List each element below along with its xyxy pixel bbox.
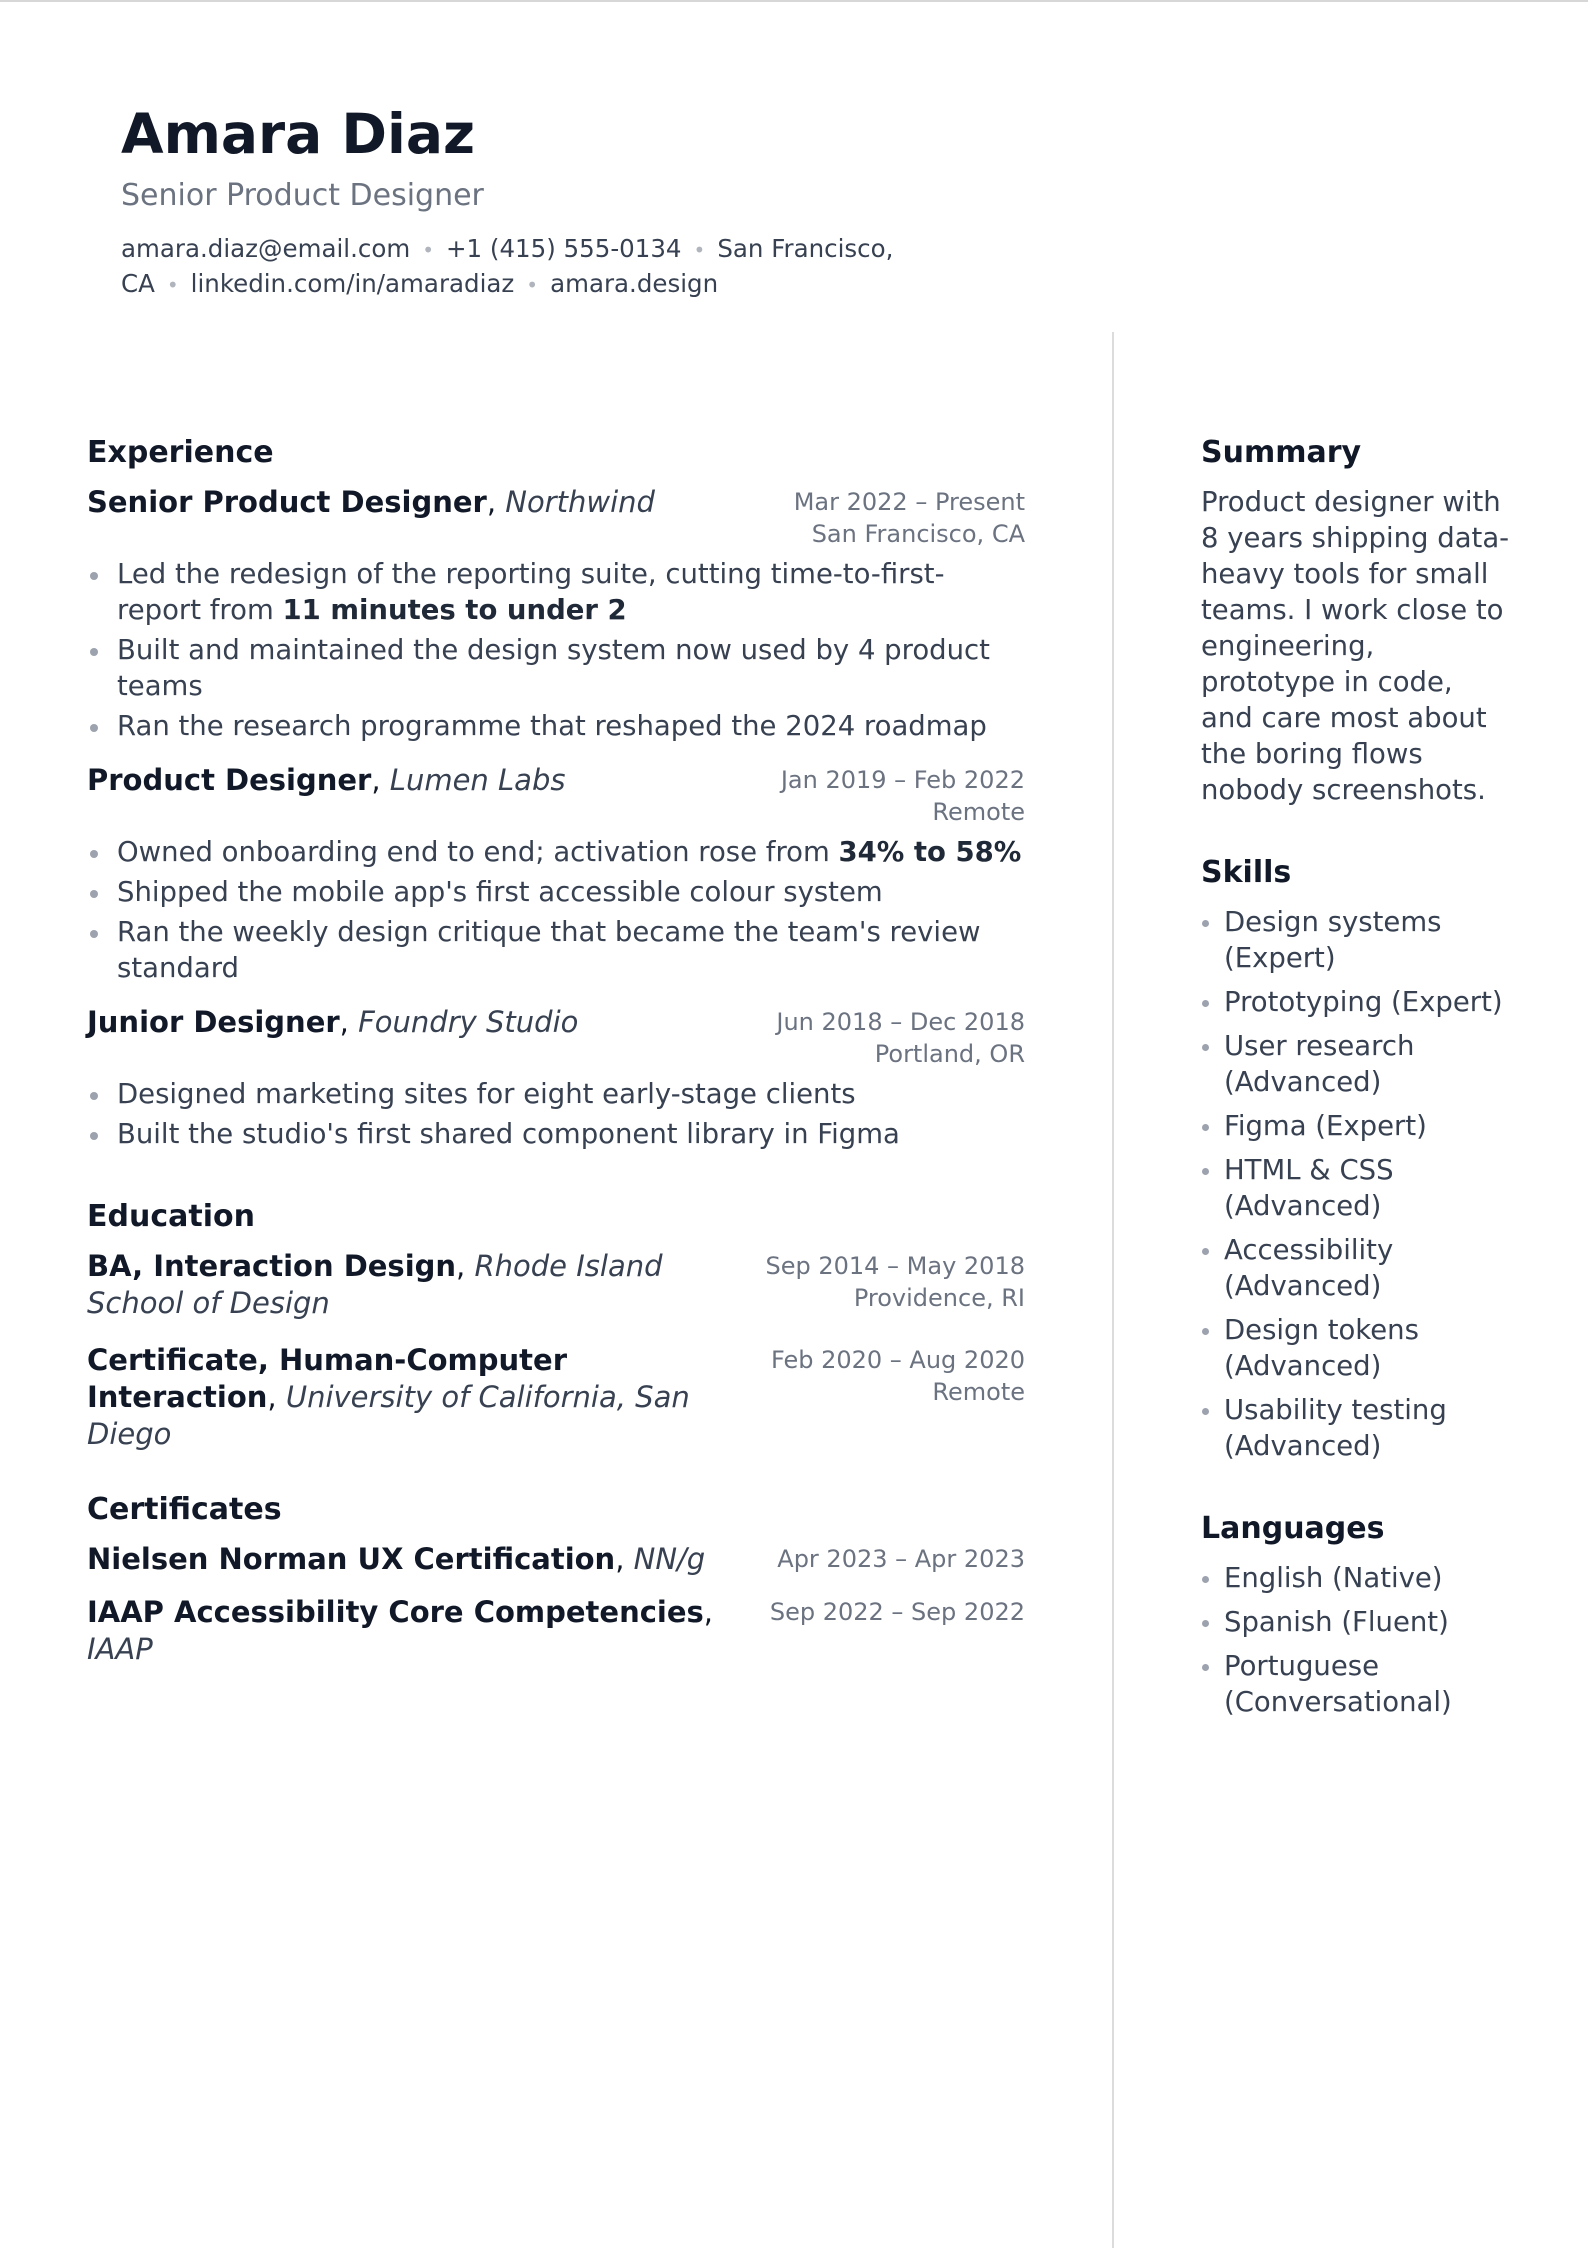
- candidate-title: Senior Product Designer: [121, 178, 484, 213]
- skills-section: [1201, 854, 1511, 1464]
- degree: Certificate, Human-Computer Interaction: [87, 1343, 568, 1414]
- list-item: User research (Advanced): [1201, 1028, 1511, 1100]
- job-bullets: [87, 556, 1025, 744]
- entry-meta: [770, 1594, 1025, 1628]
- certificate-entry: [87, 1541, 1025, 1578]
- degree: BA, Interaction Design: [87, 1249, 457, 1283]
- education-dates: Sep 2014 – May 2018: [765, 1252, 1025, 1280]
- contact-separator: •: [693, 238, 706, 262]
- languages-list: [1201, 1560, 1511, 1720]
- certificate-dates: Sep 2022 – Sep 2022: [769, 1598, 1025, 1626]
- education-location: Remote: [932, 1378, 1025, 1406]
- job-location: Portland, OR: [874, 1040, 1025, 1068]
- experience-entry: [87, 484, 1025, 744]
- entry-title: BA, Interaction Design, Rhode Island School of Design: [87, 1249, 663, 1320]
- contact-phone[interactable]: +1 (415) 555-0134: [445, 234, 682, 263]
- school: University of California, San Diego: [87, 1380, 690, 1451]
- entry-meta: [776, 1004, 1025, 1070]
- list-item: English (Native): [1201, 1560, 1511, 1596]
- contact-location: San Francisco, CA: [121, 234, 894, 298]
- contact-email[interactable]: amara.diaz@email.com: [121, 234, 411, 263]
- list-item: Ran the weekly design critique that became the team's review standard: [87, 914, 1025, 986]
- job-company: Foundry Studio: [358, 1005, 579, 1039]
- summary-text: Product designer with 8 years shipping data-heavy tools for small teams. I work close to engineering, prototype in code, and care most about the boring flows nobody screenshots.: [1201, 486, 1510, 806]
- contact-website[interactable]: amara.design: [550, 269, 719, 298]
- languages-section: [1201, 1510, 1511, 1720]
- section-title: Skills: [1201, 855, 1292, 890]
- certificates-section: [87, 1491, 1025, 1668]
- list-item: HTML & CSS (Advanced): [1201, 1152, 1511, 1224]
- education-entry: [87, 1248, 1025, 1322]
- certificate-issuer: IAAP: [87, 1632, 153, 1666]
- certificate-issuer: NN/g: [633, 1542, 706, 1576]
- list-item: Usability testing (Advanced): [1201, 1392, 1511, 1464]
- candidate-name: Amara Diaz: [121, 102, 476, 166]
- job-company: Northwind: [505, 485, 655, 519]
- entry-meta: [771, 1342, 1025, 1408]
- summary-section: [1201, 434, 1511, 808]
- list-item: Figma (Expert): [1201, 1108, 1511, 1144]
- list-item: Built and maintained the design system now used by 4 product teams: [87, 632, 1025, 704]
- list-item: Ran the research programme that reshaped the 2024 roadmap: [87, 708, 1025, 744]
- job-dates: Mar 2022 – Present: [793, 488, 1025, 516]
- sidebar-column: [1201, 434, 1511, 1766]
- entry-title: Product Designer, Lumen Labs: [87, 763, 566, 797]
- entry-title: Junior Designer, Foundry Studio: [87, 1005, 579, 1039]
- section-title: Summary: [1201, 435, 1362, 470]
- list-item: Portuguese (Conversational): [1201, 1648, 1511, 1720]
- list-item: Designed marketing sites for eight early-stage clients: [87, 1076, 1025, 1112]
- certificate-name: IAAP Accessibility Core Competencies: [87, 1595, 704, 1629]
- certificate-dates: Apr 2023 – Apr 2023: [777, 1545, 1025, 1573]
- list-item: Accessibility (Advanced): [1201, 1232, 1511, 1304]
- experience-section: [87, 434, 1025, 1152]
- top-border: [0, 0, 1588, 2]
- list-item: Owned onboarding end to end; activation rose from 34% to 58%: [87, 834, 1025, 870]
- contact-line: [121, 232, 901, 302]
- education-dates: Feb 2020 – Aug 2020: [770, 1346, 1025, 1374]
- experience-entry: [87, 1004, 1025, 1152]
- contact-separator: •: [166, 273, 179, 297]
- education-section: [87, 1198, 1025, 1453]
- list-item: Built the studio's first shared component library in Figma: [87, 1116, 1025, 1152]
- list-item: Design tokens (Advanced): [1201, 1312, 1511, 1384]
- resume-header: [121, 96, 901, 302]
- contact-separator: •: [526, 273, 539, 297]
- entry-meta: [765, 1248, 1025, 1314]
- education-entry: [87, 1342, 1025, 1453]
- list-item: Design systems (Expert): [1201, 904, 1511, 976]
- job-role: Senior Product Designer: [87, 485, 487, 519]
- job-dates: Jun 2018 – Dec 2018: [776, 1008, 1025, 1036]
- skills-list: [1201, 904, 1511, 1464]
- education-location: Providence, RI: [853, 1284, 1025, 1312]
- job-dates: Jan 2019 – Feb 2022: [780, 766, 1025, 794]
- entry-title: IAAP Accessibility Core Competencies, IAAP: [87, 1595, 714, 1666]
- entry-title: Certificate, Human-Computer Interaction, University of California, San Diego: [87, 1343, 690, 1451]
- contact-linkedin[interactable]: linkedin.com/in/amaradiaz: [190, 269, 515, 298]
- certificate-name: Nielsen Norman UX Certification: [87, 1542, 616, 1576]
- job-location: Remote: [932, 798, 1025, 826]
- contact-separator: •: [422, 238, 434, 262]
- certificate-entry: [87, 1594, 1025, 1668]
- section-title: Experience: [87, 435, 274, 470]
- entry-meta: [794, 484, 1025, 550]
- job-location: San Francisco, CA: [811, 520, 1025, 548]
- school: Rhode Island School of Design: [87, 1249, 663, 1320]
- list-item: Led the redesign of the reporting suite, cutting time-to-first-report from 11 minutes to under 2: [87, 556, 1025, 628]
- list-item: Prototyping (Expert): [1201, 984, 1511, 1020]
- list-item: Spanish (Fluent): [1201, 1604, 1511, 1640]
- column-divider: [1112, 332, 1114, 2248]
- section-title: Certificates: [87, 1492, 282, 1527]
- job-bullets: [87, 834, 1025, 986]
- entry-meta: [777, 1541, 1025, 1575]
- main-column: [87, 434, 1025, 1720]
- entry-title: Senior Product Designer, Northwind: [87, 485, 655, 519]
- section-title: Education: [87, 1199, 255, 1234]
- entry-meta: [781, 762, 1025, 828]
- job-company: Lumen Labs: [389, 763, 566, 797]
- job-role: Product Designer: [87, 763, 372, 797]
- list-item: Shipped the mobile app's first accessible colour system: [87, 874, 1025, 910]
- experience-entry: [87, 762, 1025, 986]
- job-role: Junior Designer: [87, 1005, 340, 1039]
- entry-title: Nielsen Norman UX Certification, NN/g: [87, 1542, 706, 1576]
- section-title: Languages: [1201, 1511, 1385, 1546]
- job-bullets: [87, 1076, 1025, 1152]
